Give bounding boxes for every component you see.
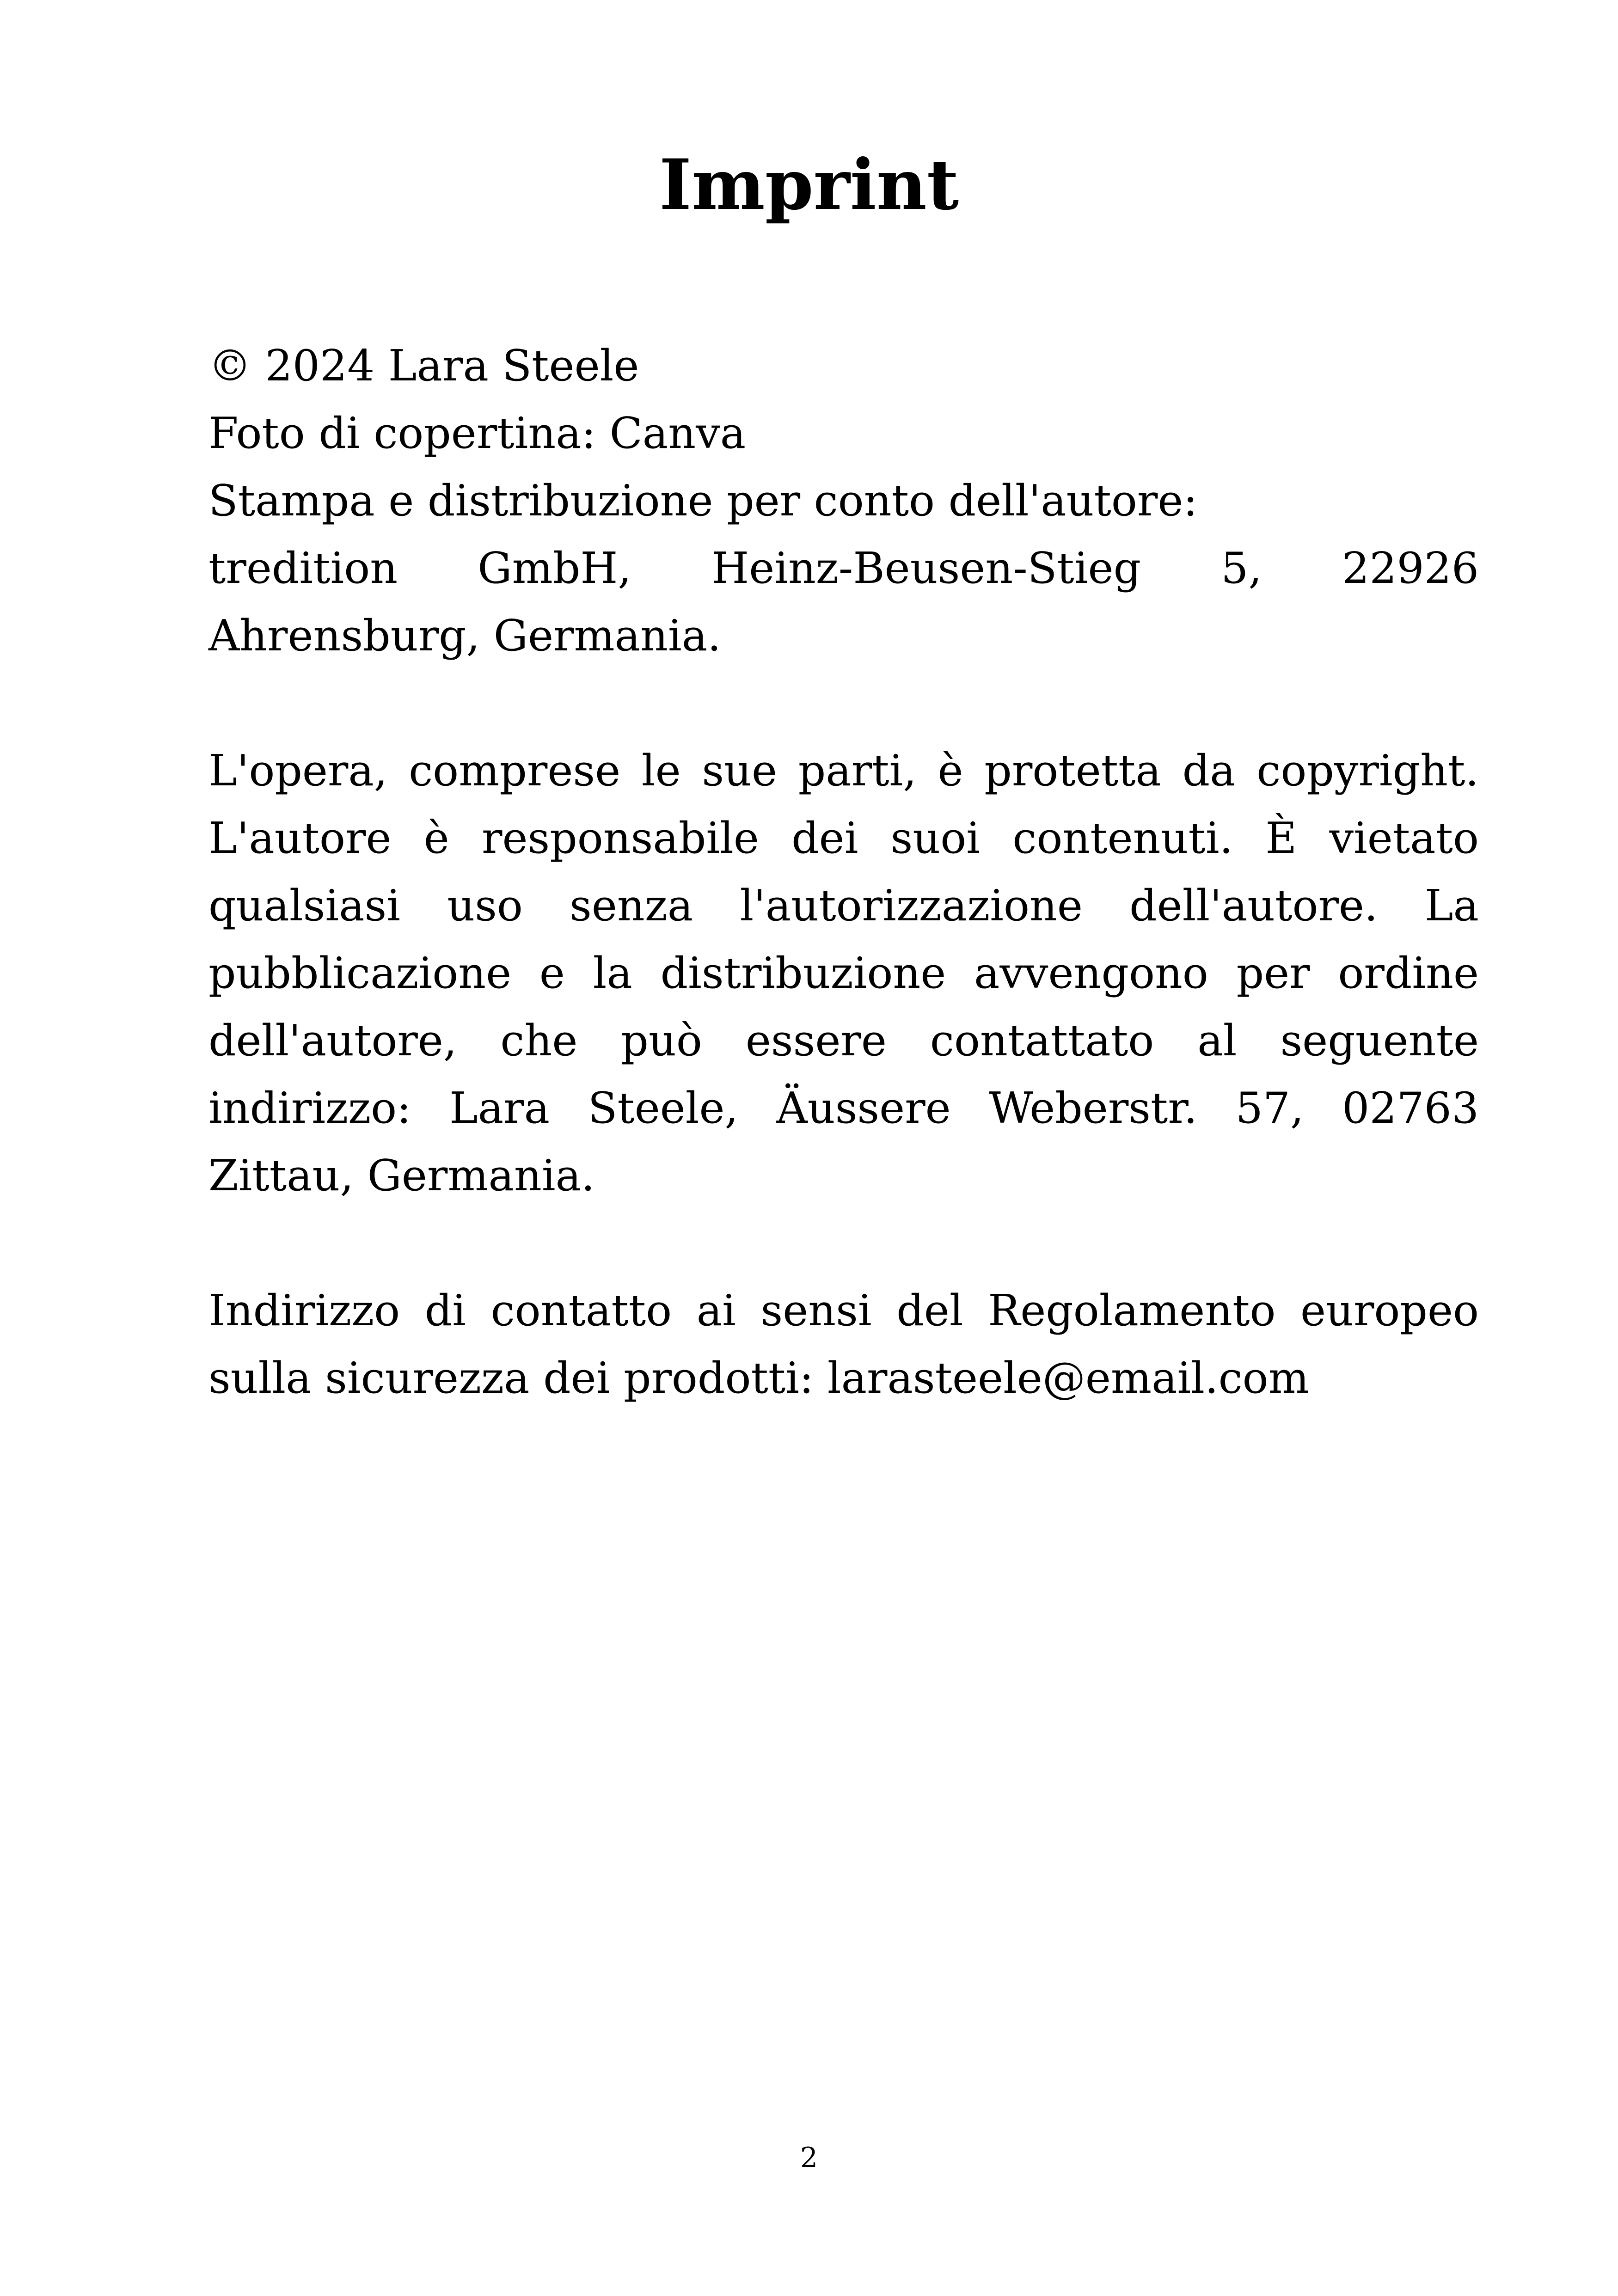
copyright-notice: L'opera, comprese le sue parti, è protetta da copyright. L'autore è responsabile dei suoi contenuti. È vietato qualsiasi uso senza l'autorizzazione dell'autore. La pubblicazione e la distribuzione avvengono per ordine dell'autore, che può essere contattato al seguente indirizzo: Lara Steele, Äussere Weberstr. 57, 02763 Zittau, Germania.: [208, 746, 1479, 1200]
printing-label: Stampa e distribuzione per conto dell'autore:: [208, 476, 1198, 526]
page-number: 2: [800, 2142, 818, 2174]
copyright-line: © 2024 Lara Steele: [208, 341, 639, 391]
paragraph-spacer: [208, 1209, 1479, 1277]
cover-photo-credit: Foto di copertina: Canva: [208, 408, 746, 458]
paragraph-spacer: [208, 669, 1479, 737]
contact-notice: Indirizzo di contatto ai sensi del Regolamento europeo sulla sicurezza dei prodotti: larasteele@email.com: [208, 1286, 1479, 1403]
printer-address: tredition GmbH, Heinz-Beusen-Stieg 5, 22926 Ahrensburg, Germania.: [208, 543, 1479, 661]
imprint-content: [208, 332, 1479, 1412]
page-title: Imprint: [659, 144, 959, 226]
